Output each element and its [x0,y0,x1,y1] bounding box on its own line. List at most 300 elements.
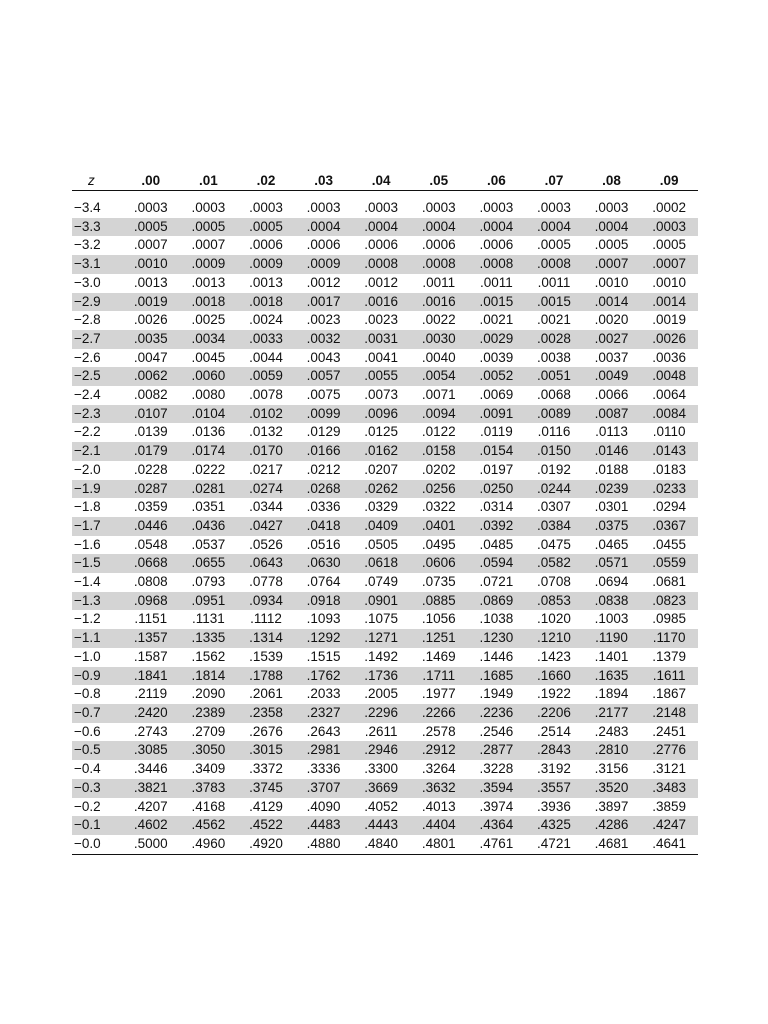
probability-cell: .2119 [134,686,168,702]
z-value-cell: −2.7 [72,330,122,349]
probability-cell: .0057 [295,367,353,386]
probability-cell: .2005 [364,686,399,702]
probability-cell: .0069 [479,387,514,403]
probability-cell: .0018 [237,293,295,312]
probability-cell: .1562 [191,648,226,664]
probability-cell: .0047 [133,349,168,365]
probability-cell: .0262 [352,480,410,499]
probability-cell: .4920 [237,835,295,854]
table-row [72,760,698,779]
probability-cell: .0006 [306,237,341,253]
probability-cell: .0294 [652,499,687,515]
probability-cell: .0392 [468,517,526,536]
probability-cell: .1949 [479,686,514,702]
probability-cell: .0013 [249,274,283,290]
probability-cell: .0003 [479,200,514,215]
probability-cell: .0022 [421,312,456,328]
probability-cell: .0548 [133,536,168,552]
probability-cell: .0004 [352,218,410,237]
z-value-cell: −1.3 [72,592,122,611]
probability-cell: .0008 [525,255,583,274]
probability-cell: .0012 [306,274,341,290]
probability-cell: .2810 [583,741,641,760]
probability-cell: .2578 [421,723,456,739]
probability-cell: .0158 [410,442,468,461]
probability-cell: .0132 [249,424,283,440]
z-table [72,168,698,855]
probability-cell: .0003 [133,200,168,215]
z-value-cell: −0.1 [72,816,122,835]
probability-cell: .3085 [122,741,180,760]
probability-cell: .0104 [180,405,238,424]
probability-cell: .0052 [468,367,526,386]
z-value-cell: −1.2 [74,611,101,627]
probability-cell: .0005 [594,237,629,253]
probability-cell: .0011 [537,274,571,290]
table-row [72,442,698,461]
probability-cell: .0174 [180,442,238,461]
probability-cell: .1788 [237,667,295,686]
probability-cell: .4483 [295,816,353,835]
probability-cell: .2483 [594,723,629,739]
table-row [72,741,698,760]
table-row [72,461,698,480]
probability-cell: .0838 [583,592,641,611]
probability-cell: .0505 [364,536,399,552]
probability-cell: .0113 [595,424,628,440]
probability-cell: .3557 [525,779,583,798]
probability-cell: .0808 [133,574,168,590]
probability-cell: .0004 [295,218,353,237]
probability-cell: .0359 [133,499,168,515]
probability-cell: .0026 [133,312,168,328]
table-row [72,386,698,405]
probability-cell: .0721 [479,574,514,590]
probability-cell: .4013 [421,798,456,814]
column-header: .09 [640,168,698,191]
probability-cell: .0014 [640,293,698,312]
probability-cell: .1736 [352,667,410,686]
probability-cell: .0239 [583,480,641,499]
probability-cell: .5000 [122,835,180,854]
probability-cell: .0032 [295,330,353,349]
table-row [72,517,698,536]
probability-cell: .0018 [180,293,238,312]
probability-cell: .3228 [479,761,514,777]
probability-cell: .3821 [122,779,180,798]
probability-cell: .2514 [537,723,571,739]
probability-cell: .0495 [421,536,456,552]
z-value-cell: −1.4 [74,574,101,590]
table-row [72,367,698,386]
table-row [72,349,698,368]
probability-cell: .0344 [249,499,283,515]
probability-cell: .0143 [640,442,698,461]
probability-cell: .0002 [652,200,687,215]
probability-cell: .0031 [352,330,410,349]
probability-cell: .2981 [295,741,353,760]
z-value-cell: −3.2 [74,237,101,253]
probability-cell: .1401 [594,648,629,664]
probability-cell: .0485 [479,536,514,552]
probability-cell: .0068 [537,387,571,403]
z-value-cell: −1.6 [74,536,101,552]
probability-cell: .0351 [191,499,226,515]
probability-cell: .0059 [237,367,295,386]
table-row [72,274,698,293]
probability-cell: .0594 [468,554,526,573]
probability-cell: .1251 [410,629,468,648]
probability-cell: .1003 [594,611,629,627]
table-row [72,723,698,742]
probability-cell: .0329 [364,499,399,515]
z-value-cell: −0.3 [72,779,122,798]
probability-cell: .1539 [249,648,283,664]
probability-cell: .3192 [537,761,571,777]
probability-cell: .0003 [249,200,283,215]
probability-cell: .0034 [180,330,238,349]
probability-cell: .0006 [479,237,514,253]
probability-cell: .0314 [479,499,514,515]
z-value-cell: −0.0 [72,835,122,854]
probability-cell: .0014 [583,293,641,312]
probability-cell: .2451 [652,723,687,739]
probability-cell: .3669 [352,779,410,798]
probability-cell: .0007 [583,255,641,274]
probability-cell: .0040 [421,349,456,365]
probability-cell: .0015 [468,293,526,312]
z-value-cell: −2.9 [72,293,122,312]
probability-cell: .0853 [525,592,583,611]
probability-cell: .0749 [364,574,399,590]
probability-cell: .2843 [525,741,583,760]
probability-cell: .0005 [180,218,238,237]
probability-cell: .0011 [479,274,513,290]
probability-cell: .0735 [421,574,456,590]
probability-cell: .0256 [410,480,468,499]
probability-cell: .0016 [352,293,410,312]
probability-cell: .1660 [525,667,583,686]
probability-cell: .0885 [410,592,468,611]
probability-cell: .4840 [352,835,410,854]
probability-cell: .0322 [421,499,456,515]
probability-cell: .3594 [468,779,526,798]
probability-cell: .0016 [410,293,468,312]
probability-cell: .2090 [191,686,226,702]
probability-cell: .0301 [594,499,629,515]
probability-cell: .3015 [237,741,295,760]
probability-cell: .0045 [191,349,226,365]
table-row [72,498,698,517]
probability-cell: .0129 [306,424,341,440]
probability-cell: .0023 [306,312,341,328]
probability-cell: .0384 [525,517,583,536]
probability-cell: .4325 [525,816,583,835]
probability-cell: .0008 [468,255,526,274]
header-spacer [72,191,698,200]
probability-cell: .0037 [594,349,629,365]
probability-cell: .0066 [594,387,629,403]
probability-cell: .4641 [640,835,698,854]
probability-cell: .0559 [640,554,698,573]
table-row [72,554,698,573]
probability-cell: .1335 [180,629,238,648]
probability-cell: .0418 [295,517,353,536]
z-value-cell: −0.6 [74,723,101,739]
probability-cell: .4404 [410,816,468,835]
probability-cell: .2358 [237,704,295,723]
probability-cell: .4364 [468,816,526,835]
probability-cell: .0082 [133,387,168,403]
probability-cell: .1131 [192,611,225,627]
probability-cell: .1357 [122,629,180,648]
probability-cell: .0643 [237,554,295,573]
probability-cell: .1020 [537,611,571,627]
column-header: .02 [237,168,295,191]
probability-cell: .4562 [180,816,238,835]
probability-cell: .0170 [237,442,295,461]
probability-cell: .2389 [180,704,238,723]
probability-cell: .3050 [180,741,238,760]
probability-cell: .4443 [352,816,410,835]
probability-cell: .0003 [191,200,226,215]
probability-cell: .1170 [640,629,698,648]
z-value-cell: −1.5 [72,554,122,573]
probability-cell: .1446 [479,648,514,664]
probability-cell: .3372 [249,761,283,777]
z-value-cell: −2.6 [74,349,101,365]
probability-cell: .0681 [652,574,687,590]
probability-cell: .0094 [410,405,468,424]
probability-cell: .0073 [364,387,399,403]
probability-cell: .1977 [421,686,456,702]
z-value-cell: −0.8 [74,686,101,702]
probability-cell: .0934 [237,592,295,611]
probability-cell: .2327 [295,704,353,723]
probability-cell: .0020 [594,312,629,328]
z-value-cell: −2.4 [74,387,101,403]
table-row [72,835,698,854]
probability-cell: .0006 [249,237,283,253]
probability-cell: .1469 [421,648,456,664]
probability-cell: .0125 [364,424,399,440]
probability-cell: .0004 [583,218,641,237]
probability-cell: .0023 [364,312,399,328]
table-row [72,218,698,237]
probability-cell: .0041 [364,349,399,365]
z-value-cell: −1.7 [72,517,122,536]
probability-cell: .0010 [122,255,180,274]
probability-cell: .3745 [237,779,295,798]
probability-cell: .3520 [583,779,641,798]
z-value-cell: −0.2 [74,798,101,814]
z-value-cell: −3.0 [74,274,101,290]
probability-cell: .3336 [306,761,341,777]
z-value-cell: −1.0 [74,648,101,664]
probability-cell: .0244 [525,480,583,499]
probability-cell: .0901 [352,592,410,611]
probability-cell: .0192 [537,461,571,477]
probability-cell: .0968 [122,592,180,611]
z-value-cell: −0.7 [72,704,122,723]
probability-cell: .0606 [410,554,468,573]
probability-cell: .0005 [537,237,571,253]
table-body [72,191,698,855]
probability-cell: .4880 [295,835,353,854]
probability-cell: .0630 [295,554,353,573]
z-value-cell: −0.4 [74,761,101,777]
probability-cell: .0089 [525,405,583,424]
probability-cell: .0107 [122,405,180,424]
probability-cell: .4801 [410,835,468,854]
probability-cell: .4681 [583,835,641,854]
probability-cell: .1711 [410,667,468,686]
probability-cell: .1922 [537,686,571,702]
probability-cell: .3707 [295,779,353,798]
probability-cell: .0446 [122,517,180,536]
probability-cell: .2266 [410,704,468,723]
probability-cell: .0038 [537,349,571,365]
probability-cell: .0021 [479,312,514,328]
probability-cell: .0233 [640,480,698,499]
table-row [72,610,698,629]
probability-cell: .3446 [133,761,168,777]
probability-cell: .3974 [479,798,514,814]
z-value-cell: −2.1 [72,442,122,461]
column-header: .03 [295,168,353,191]
probability-cell: .0009 [295,255,353,274]
probability-cell: .1841 [122,667,180,686]
probability-cell: .0823 [640,592,698,611]
z-value-cell: −1.9 [72,480,122,499]
probability-cell: .0122 [421,424,456,440]
probability-cell: .0003 [640,218,698,237]
probability-cell: .0516 [306,536,341,552]
probability-cell: .0119 [479,424,513,440]
probability-cell: .0084 [640,405,698,424]
probability-cell: .0436 [180,517,238,536]
z-value-cell: −2.0 [74,461,101,477]
probability-cell: .1093 [306,611,341,627]
probability-cell: .3156 [594,761,629,777]
probability-cell: .0166 [295,442,353,461]
probability-cell: .4960 [180,835,238,854]
probability-cell: .2236 [468,704,526,723]
probability-cell: .0006 [364,237,399,253]
probability-cell: .2709 [191,723,226,739]
probability-cell: .1314 [237,629,295,648]
probability-cell: .0009 [237,255,295,274]
probability-cell: .0136 [191,424,226,440]
probability-cell: .2611 [364,723,398,739]
probability-cell: .0019 [122,293,180,312]
probability-cell: .1190 [583,629,641,648]
table-row [72,199,698,218]
table-row [72,779,698,798]
probability-cell: .0179 [122,442,180,461]
probability-cell: .0618 [352,554,410,573]
probability-cell: .0010 [594,274,629,290]
table-row [72,685,698,704]
probability-cell: .0003 [421,200,456,215]
z-value-cell: −0.9 [72,667,122,686]
probability-cell: .0307 [537,499,571,515]
probability-cell: .3859 [652,798,687,814]
probability-cell: .0007 [640,255,698,274]
probability-cell: .0010 [652,274,687,290]
probability-cell: .0764 [306,574,341,590]
probability-cell: .1814 [180,667,238,686]
probability-cell: .0222 [191,461,226,477]
probability-cell: .4090 [306,798,341,814]
probability-cell: .0401 [410,517,468,536]
probability-cell: .0025 [191,312,226,328]
probability-cell: .2033 [306,686,341,702]
probability-cell: .0033 [237,330,295,349]
probability-cell: .3300 [364,761,399,777]
probability-cell: .1210 [525,629,583,648]
probability-cell: .0007 [133,237,168,253]
probability-cell: .2206 [525,704,583,723]
table-row [72,816,698,835]
table-row [72,405,698,424]
probability-cell: .1587 [133,648,168,664]
probability-cell: .0951 [180,592,238,611]
probability-cell: .0005 [237,218,295,237]
probability-cell: .2061 [249,686,283,702]
table-row [72,629,698,648]
probability-cell: .0054 [410,367,468,386]
probability-cell: .0110 [652,424,686,440]
table-row [72,667,698,686]
probability-cell: .0013 [191,274,226,290]
probability-cell: .0465 [594,536,629,552]
probability-cell: .3264 [421,761,456,777]
probability-cell: .0367 [640,517,698,536]
table-row [72,704,698,723]
probability-cell: .0778 [249,574,283,590]
probability-cell: .1515 [306,648,341,664]
probability-cell: .0655 [180,554,238,573]
probability-cell: .0004 [525,218,583,237]
probability-cell: .0150 [525,442,583,461]
probability-cell: .3121 [652,761,687,777]
probability-cell: .1075 [364,611,399,627]
column-header: .04 [352,168,410,191]
probability-cell: .0005 [652,237,687,253]
z-value-cell: −2.8 [74,312,101,328]
column-header: .07 [525,168,583,191]
column-header: .05 [410,168,468,191]
probability-cell: .0039 [479,349,514,365]
probability-cell: .0060 [180,367,238,386]
probability-cell: .4522 [237,816,295,835]
probability-cell: .0080 [191,387,226,403]
probability-cell: .0008 [410,255,468,274]
table-row [72,648,698,667]
table-header [72,168,698,191]
probability-cell: .0030 [410,330,468,349]
z-value-cell: −3.4 [74,200,101,215]
probability-cell: .0007 [191,237,226,253]
probability-cell: .0019 [652,312,687,328]
z-value-cell: −2.3 [72,405,122,424]
probability-cell: .0027 [583,330,641,349]
probability-cell: .0036 [652,349,687,365]
probability-cell: .0146 [583,442,641,461]
probability-cell: .0003 [594,200,629,215]
probability-cell: .2546 [479,723,514,739]
